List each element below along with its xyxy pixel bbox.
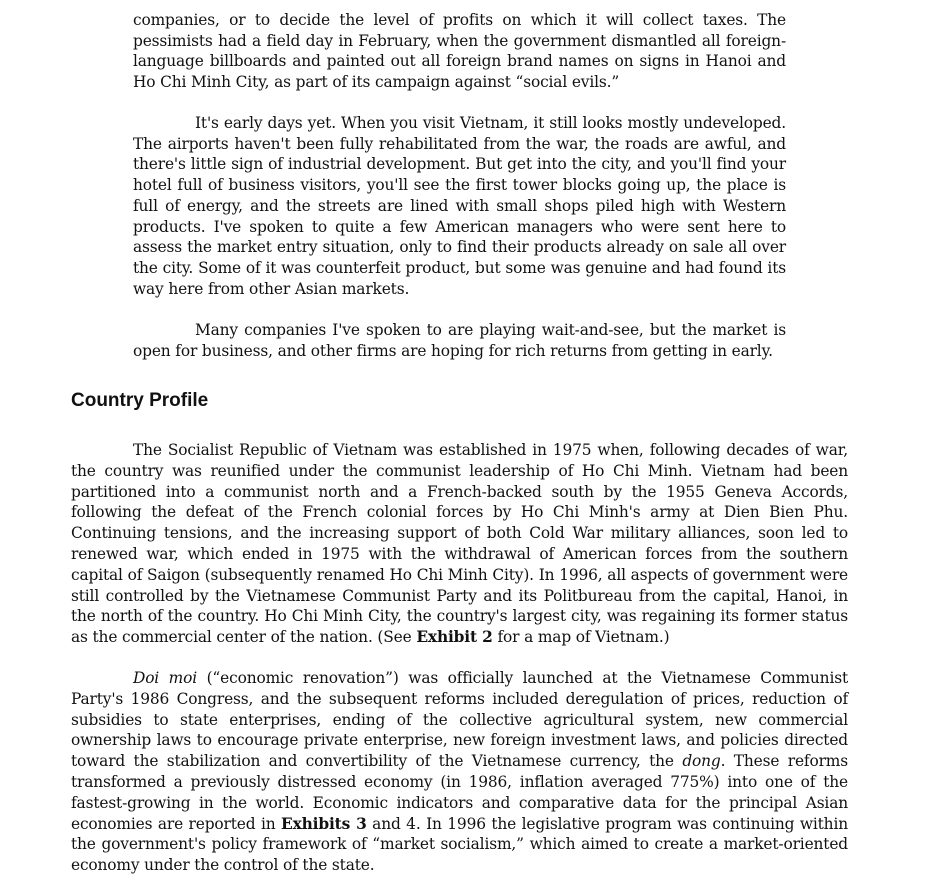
- quote-paragraph-2: It's early days yet. When you visit Vietnam, it still looks mostly undeveloped. The airports haven't been fully rehabilitated from the war, the roads are awful, and there's little sign of industrial development. But get into the city, and you'll find your hotel full of business visitors, you'll see the first tower blocks going up, the place is full of energy, and the streets are lined with small shops piled high with Western products. I've spoken to quite a few American managers who were sent here to assess the market entry situation, only to find their products already on sale all over the city. Some of it was counterfeit product, but some was genuine and had found its way here from other Asian markets.: [133, 114, 786, 298]
- body-paragraph-2: [71, 668, 848, 876]
- exhibit-reference: Exhibits 3: [281, 814, 367, 833]
- paragraph-text: (“economic renovation”) was officially launched at the Vietnamese Communist Party's 1986 Congress, and the subsequent reforms included deregulation of prices, reduction of subsidies to state enterprises, ending of the collective agricultural system, new commercial ownership laws to encourage private enterprise, new foreign investment laws, and policies directed toward the stabilization and convertibility of the Vietnamese currency, the: [71, 669, 849, 771]
- currency-term: dong: [682, 752, 721, 771]
- quote-paragraph-1: companies, or to decide the level of profits on which it will collect taxes. The pessimists had a field day in February, when the government dismantled all foreign-language billboards and painted out all foreign brand names on signs in Hanoi and Ho Chi Minh City, as part of its campaign against “social evils.”: [133, 11, 786, 92]
- paragraph-text: The Socialist Republic of Vietnam was established in 1975 when, following decades of war, the country was reunified under the communist leadership of Ho Chi Minh. Vietnam had been partitioned into a communist north and a French-backed south by the 1955 Geneva Accords, following the defeat of the French colonial forces by Ho Chi Minh's army at Dien Bien Phu. Continuing tensions, and the increasing support of both Cold War military alliances, soon led to renewed war, which ended in 1975 with the withdrawal of American forces from the southern capital of Saigon (subsequently renamed Ho Chi Minh City). In 1996, all aspects of government were still controlled by the Vietnamese Communist Party and its Politbureau from the capital, Hanoi, in the north of the country. Ho Chi Minh City, the country's largest city, was regaining its former status as the commercial center of the nation. (See: [71, 441, 848, 647]
- exhibit-reference: Exhibit 2: [416, 628, 493, 647]
- paragraph-text-tail: for a map of Vietnam.): [492, 628, 670, 647]
- quote-paragraph-3: Many companies I've spoken to are playing wait-and-see, but the market is open for business, and other firms are hoping for rich returns from getting in early.: [133, 321, 786, 360]
- section-heading: Country Profile: [71, 390, 209, 411]
- paragraph-text: and 4. In 1996 the legislative program was continuing within the government's policy framework of “market socialism,” which aimed to create a market-oriented economy under the control of the state.: [71, 814, 848, 875]
- paragraph-text: . These reforms transformed a previously distressed economy (in 1986, inflation averaged 775%) into one of the fastest-growing in the world. Economic indicators and comparative data for the principal Asian economies are reported in: [71, 752, 848, 833]
- body-paragraph-1: [71, 440, 848, 648]
- italic-term: Doi moi: [133, 669, 197, 687]
